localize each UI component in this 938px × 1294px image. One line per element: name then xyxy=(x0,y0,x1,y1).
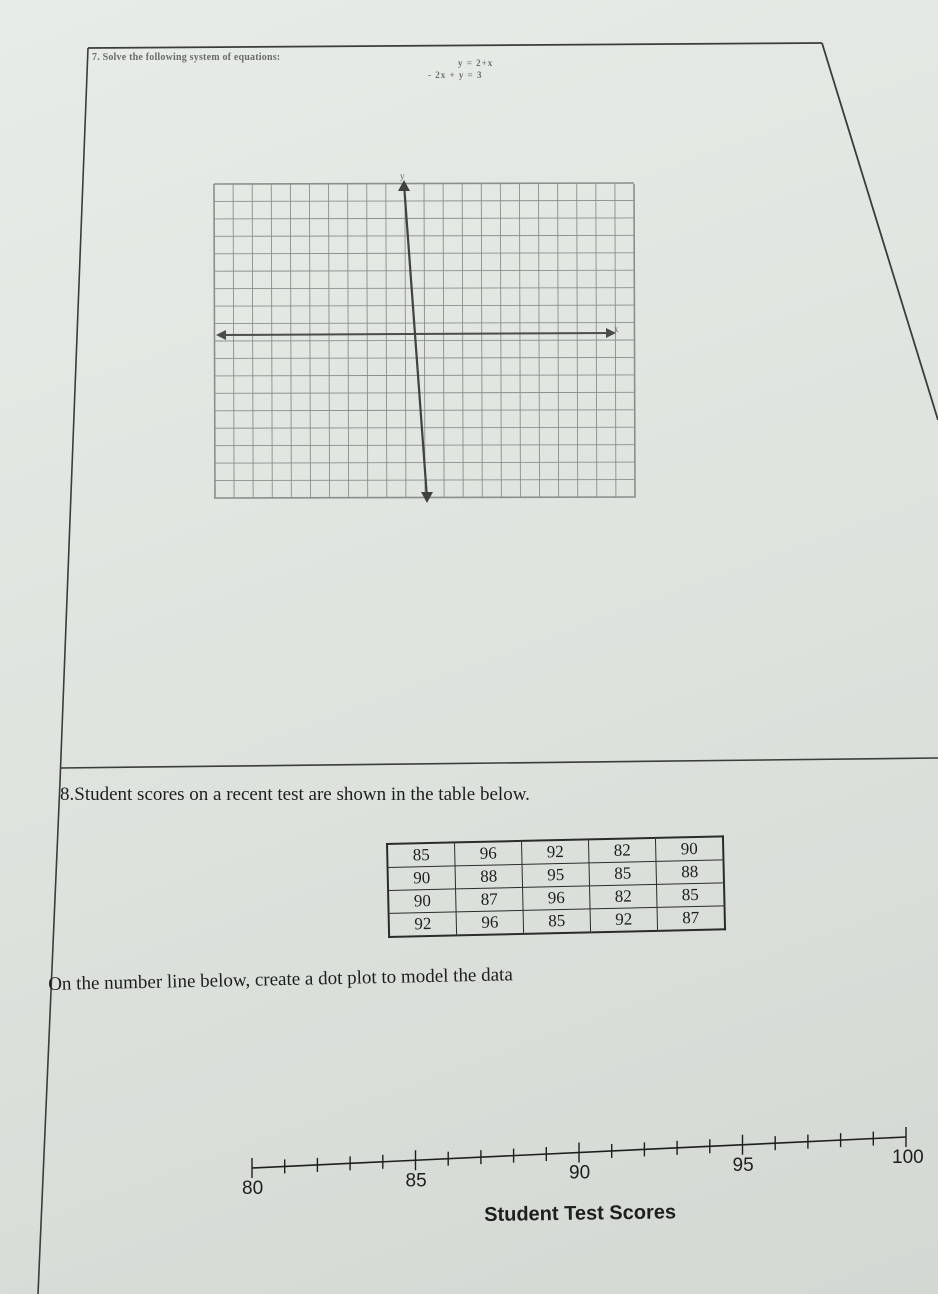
question8-prompt: 8.Student scores on a recent test are shown in the table below. xyxy=(60,784,530,805)
table-cell: 95 xyxy=(522,863,590,888)
table-cell: 85 xyxy=(657,883,725,908)
table-cell: 92 xyxy=(590,907,658,932)
table-cell: 88 xyxy=(656,860,724,885)
table-cell: 85 xyxy=(387,842,455,867)
table-cell: 87 xyxy=(657,906,725,931)
number-line-label: 85 xyxy=(405,1170,427,1192)
table-cell: 90 xyxy=(388,866,456,891)
number-line-label: 100 xyxy=(892,1147,924,1168)
table-cell: 90 xyxy=(388,889,456,914)
table-cell: 87 xyxy=(456,887,524,912)
table-cell: 96 xyxy=(523,886,591,911)
table-cell: 85 xyxy=(589,861,657,886)
x-axis-label: x xyxy=(614,324,619,334)
table-cell: 96 xyxy=(455,841,523,866)
dot-plot-instruction: On the number line below, create a dot plot to model the data xyxy=(48,964,513,995)
table-cell: 90 xyxy=(655,836,723,861)
equation-1: y = 2+x xyxy=(458,58,494,68)
question7-prompt: 7. Solve the following system of equations: xyxy=(92,52,281,63)
equation-2: - 2x + y = 3 xyxy=(428,70,483,80)
number-line-label: 95 xyxy=(732,1154,754,1176)
y-axis-label: y xyxy=(400,171,405,181)
table-cell: 92 xyxy=(521,839,589,864)
number-line-title: Student Test Scores xyxy=(484,1201,677,1226)
table-cell: 85 xyxy=(523,909,591,934)
table-cell: 92 xyxy=(389,912,457,937)
table-cell: 88 xyxy=(455,864,523,889)
number-line-group xyxy=(242,1127,924,1199)
table-cell: 82 xyxy=(590,884,658,909)
number-line-label: 80 xyxy=(242,1178,264,1199)
table-cell: 96 xyxy=(456,910,524,935)
number-line-label: 90 xyxy=(569,1162,591,1184)
table-cell: 82 xyxy=(588,838,656,863)
